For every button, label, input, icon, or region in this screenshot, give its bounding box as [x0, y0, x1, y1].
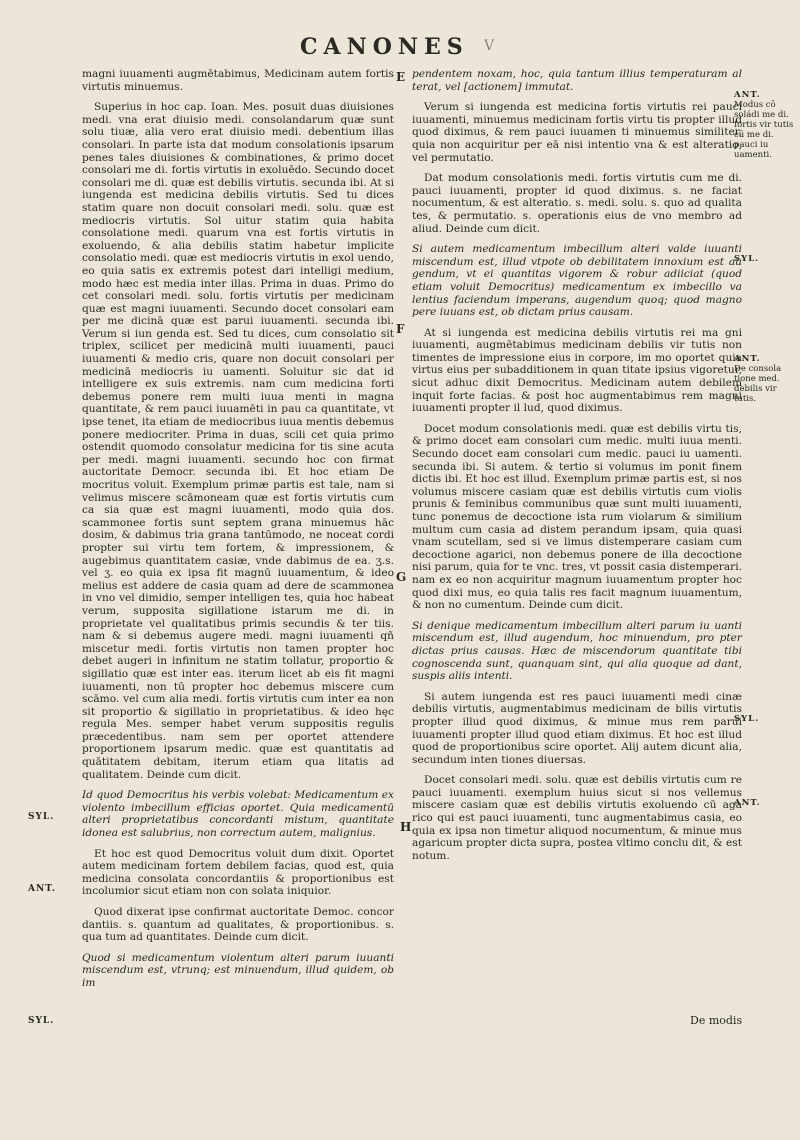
- page-mark: V: [484, 38, 495, 54]
- margin-gloss: De consola tione med. debilis vir tutis.: [734, 364, 782, 404]
- paragraph: magni iuuamenti augmētabimus, Medicinam autem fortis virtutis minuemus.: [82, 68, 394, 93]
- canon-text: Quod si medicamentum violentum alteri parum iuuanti miscendum est, vtrunq; est minuendum, illud quidem, ob im: [82, 951, 394, 989]
- margin-note-ant: [734, 90, 796, 160]
- margin-tag: ANT.: [734, 798, 761, 808]
- margin-note-syl: SYL.: [28, 812, 55, 822]
- margin-tag: ANT.: [734, 354, 761, 364]
- paragraph: Verum si iungenda est medicina fortis virtutis rei pauci iuuamenti, minuemus medicinam fortis virtu tis propter illud quod diximus, & rem pauci iuuamen ti minuemus similiter, quia non acquiritur per eā nisi intentio vna & est alteratio, vel permutatio.: [412, 101, 742, 164]
- margin-tag: SYL.: [734, 714, 760, 724]
- margin-note-ant: [734, 798, 796, 808]
- margin-note-syl: SYL.: [28, 1016, 55, 1026]
- paragraph: Dat modum consolationis medi. fortis virtutis cum me di. pauci iuuamenti, propter id quod diximus. s. ne faciat nocumentum, & est alteratio. s. medi. solu. s. quo ad qualita tes, & permutatio. s. operationis eius de vno membro ad aliud. Deinde cum dicit.: [412, 172, 742, 235]
- paragraph: Docet consolari medi. solu. quæ est debilis virtutis cum re pauci iuuamenti. exemplum huius sicut si nos vellemus miscere casiam quæ est debilis virtutis exoluendo cū aga rico qui est pauci iuuamenti, tunc augmentabimus casia, eo quia ex ipsa non timetur aliquod nocumentum, & minue mus agaricum propter dicta supra, postea vltimo conclu dit, & est notum.: [412, 774, 742, 862]
- margin-note-syl: [734, 254, 796, 264]
- margin-note-ant: [734, 354, 796, 404]
- canon-text: Si autem medicamentum imbecillum alteri valde iuuanti miscendum est, illud vtpote ob debilitatem innoxium est au gendum, vt ei quantitas vigorem & robur adiiciat (quod etiam voluit Democritus) medicamentum ex imbecillo va lentius faciendum imperans, augendum quoq; quod magno pere iuuans est, ob dictam prius causam.: [412, 243, 742, 319]
- right-column: [412, 68, 742, 870]
- margin-note-syl: [734, 714, 796, 724]
- running-head: CANONES: [300, 34, 469, 60]
- margin-gloss: Modus cō soládi me di. fortis vir tutis cū me di. pauci iu uamenti.: [734, 100, 794, 160]
- section-letter-h: H: [400, 820, 412, 834]
- paragraph: Et hoc est quod Democritus voluit dum dixit. Oportet autem medicinam fortem debilem facias, quod est, quia medicina consolata concordantiis & proportionibus est incolumior sicut etiam non con solata iniquior.: [82, 847, 394, 898]
- paragraph: Si autem iungenda est res pauci iuuamenti medi cinæ debilis virtutis, augmentabimus medicinam de bilis virtutis propter illud quod diximus, & minue mus rem parui iuuamenti propter illud quod etiam diximus. Et hoc est illud quod de proportionibus scire oportet. Alij autem dicunt alia, secundum inten tiones diuersas.: [412, 690, 742, 766]
- margin-tag: ANT.: [734, 90, 761, 100]
- canon-text: pendentem noxam, hoc, quia tantum illius temperaturam al terat, vel [actionem] immutat.: [412, 68, 742, 93]
- margin-note-ant: ANT.: [28, 884, 56, 894]
- left-column: [82, 68, 394, 998]
- paragraph: Quod dixerat ipse confirmat auctoritate Democ. concor dantiis. s. quantum ad qualitates, & proportionibus. s. qua tum ad quantitates. Deinde cum dicit.: [82, 906, 394, 944]
- paragraph: Superius in hoc cap. Ioan. Mes. posuit duas diuisiones medi. vna erat diuisio medi. consolandarum quæ sunt solu tiuæ, alia vero erat diuisio medi. debentium illas consolari. In parte ista dat modum consolationis ipsarum penes tales diuisiones & combinationes, & primo docet consolari me di. fortis virtutis in exoluēdo. Secundo docet consolari me di. quæ est debilis virtutis. secunda ibi. At si iungenda est medicina debilis virtutis. Sed tu dices statim quare non docuit consolari medi. solu. quæ est mediocris virtutis. Sol uitur statim quia habita consolatione medi. quarum vna est fortis virtutis in exoluendo, & alia debilis statim habetur implicite consolatio medi. quæ est mediocris virtutis in exol uendo, eo quia satis ex extremis potest dari intelligi medium, modo hæc est media inter illas. Prima in duas. Primo do cet consolari medi. solu. fortis virtutis per medicinam quæ est magni iuuamenti. Secundo docet consolari eam per me dicinā quæ est parui iuuamenti. secunda ibi. Verum si iun genda est. Sed tu dices, cum consolatio sit triplex, scilicet per medicinā multi iuuamenti, pauci iuuamenti & medio cris, quare non docuit consolari per medicinā mediocris iu uamenti. Soluitur sic dat id intelligere ex suis extremis. nam cum medicina forti debemus ponere rem multi iuua menti in magna quantitate, & rem pauci iuuamēti in pau ca quantitate, vt ipse tenet, ita etiam de mediocribus iuua mentis debemus ponere mediocriter. Prima in duas, scili cet quia primo ostendit quomodo consolatur medicina for tis sine acuta per medi. magni iuuamenti. secundo hoc con firmat auctoritate Democr. secunda ibi. Et hoc etiam De mocritus voluit. Exemplum primæ partis est tale, nam si velimus miscere scāmoneam quæ est fortis virtutis cum ca sia quæ est magni iuuamenti, modo quia dos. scammonee fortis sunt septem grana minuemus hāc dosim, & dabimus tria grana tantūmodo, ne noceat cordi propter sui virtu tem fortem, & impressionem, & augebimus quantitatem casiæ, vnde dabimus de ea. ʒ.s. vel ʒ. eo quia ex ipsa fit magnū iuuamentum, & ideo melius est addere de casia quam ad dere de scammonea in vno vel dimidio, semper intelligen tes, quia hoc habeat verum, supposita sigillatione istarum me di. in proprietate vel qualitatibus primis secundis & ter tiis. nam & si debemus augere medi. magni iuuamenti qñ miscetur medi. fortis virtutis non tamen propter hoc debet augeri in infinitum ne statim tollatur, proportio & sigillatio quæ est inter eas. iterum licet ab eis fit magni iuuamenti, non tū propter hoc debemus miscere cum scāmo. vel cum alia medi. fortis virtutis cum inter ea non sit proportio & sigillatio in proprietatibus. & ideo hęc regula Mes. semper habet verum suppositis regulis præcedentibus. nam sem per oportet attendere proportionem ipsarum medic. quæ est quantitatis ad quātitatem debitam, iterum etiam qua litatis ad qualitatem. Deinde cum dicit.: [82, 101, 394, 781]
- section-letter-g: G: [396, 570, 407, 584]
- section-letter-f: F: [396, 322, 405, 336]
- paragraph: At si iungenda est medicina debilis virtutis rei ma gni iuuamenti, augmētabimus medicinam debilis vir tutis non timentes de impressione eius in corpore, im mo oportet quia virtus eius per subadditionem in quan titate ipsius vigoretur, sicut adhuc dixit Democritus. Medicinam autem debilem inquit forte facias. & post hoc augmentabimus rem magni iuuamenti propter il lud, quod diximus.: [412, 326, 742, 415]
- paragraph: Docet modum consolationis medi. quæ est debilis virtu tis, & primo docet eam consolari cum medic. multi iuua menti. Secundo docet eam consolari cum medic. pauci iu uamenti. secunda ibi. Si autem. & tertio si volumus im ponit finem dictis ibi. Et hoc est illud. Exemplum primæ partis est, si nos volumus miscere casiam quæ est debilis virtutis cum violis prunis & feminibus communibus quæ sunt multi iuuamenti, tunc ponemus de decoctione ista rum violarum & similium multum cum casia ad distem perandum ipsam, quia quasi vnam scutellam, sed si ve limus distemperare casiam cum decoctione agarici, non debemus ponere de illa decoctione nisi parum, quia for te vnc. tres, vt possit casia distemperari. nam ex eo non acquiritur magnum iuuamentum propter hoc quod dixi mus, eo quia talis res facit magnum iuuamentum, & non no cumentum. Deinde cum dicit.: [412, 422, 742, 612]
- catchword: De modis: [690, 1014, 743, 1027]
- margin-tag: SYL.: [734, 254, 760, 264]
- canon-text: Si denique medicamentum imbecillum alteri parum iu uanti miscendum est, illud augendum, hoc minuendum, pro pter dictas prius causas. Hæc de miscendorum quantitate tibi cognoscenda sunt, quanquam sint, qui alia quoque ad dant, suspis aliis intenti.: [412, 619, 742, 683]
- canon-text: Id quod Democritus his verbis volebat: Medicamentum ex violento imbecillum efficias oportet. Quia medicamentū alteri proprietatibus concordanti mistum, quantitate idonea est salubrius, non correctum autem, malignius.: [82, 789, 394, 840]
- section-letter-e: E: [396, 70, 406, 84]
